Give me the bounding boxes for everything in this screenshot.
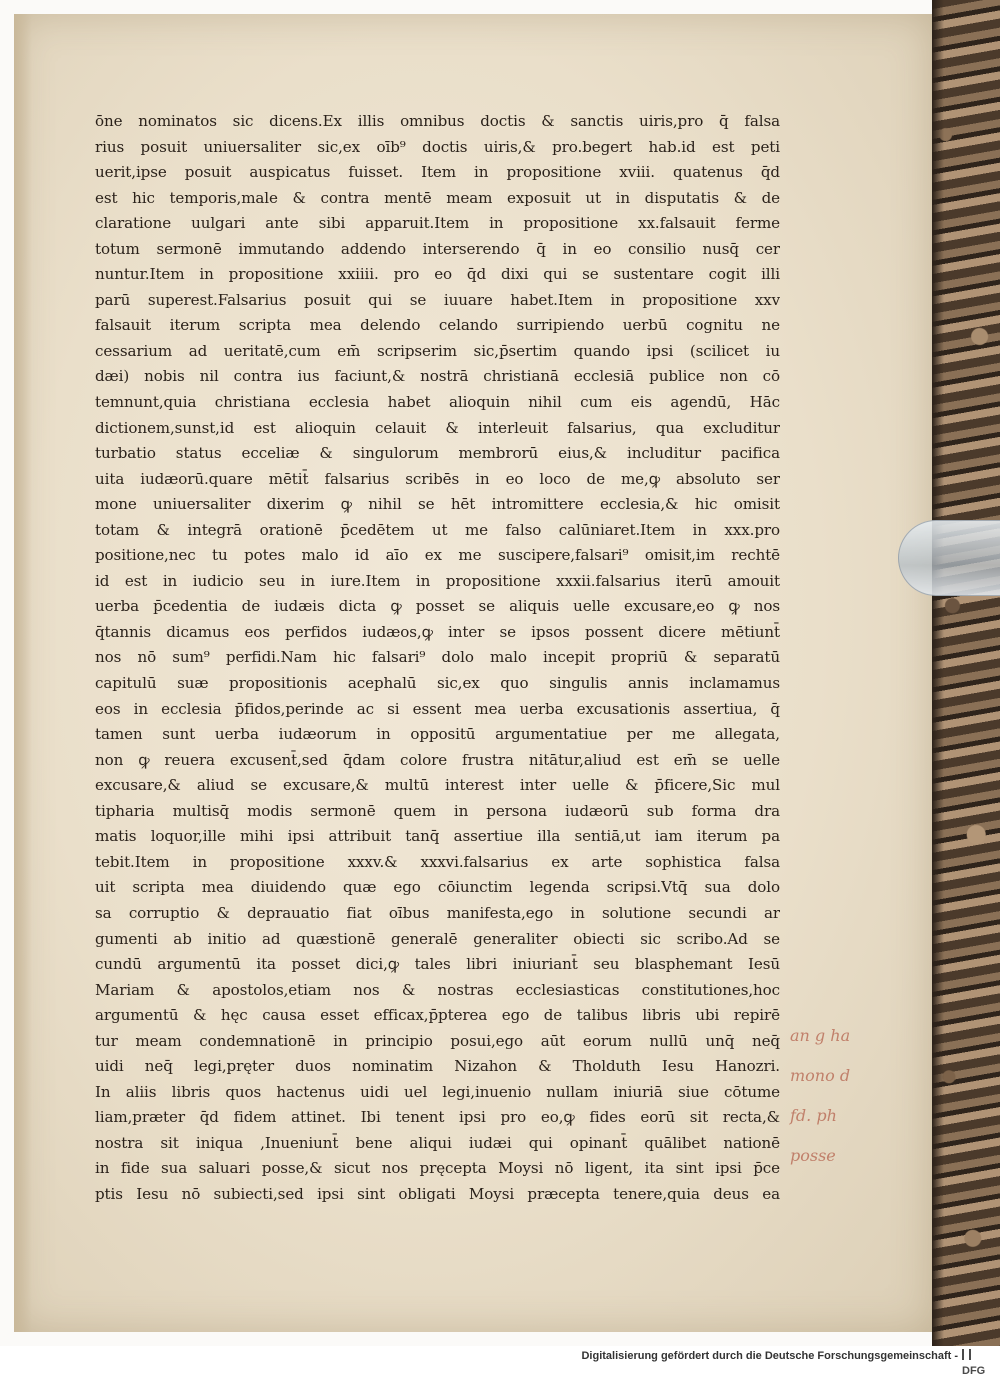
text-line: totum sermonē immutando addendo interserendo q̄ in eo consilio nusq̄ cer: [95, 239, 780, 258]
text-line: argumentū & hęc causa esset efficax,p̄pterea ego de talibus libris ubi repirē: [95, 1006, 780, 1025]
text-line: mone uniuersaliter dixerim ꝙ nihil se hēt intromittere ecclesia,& hic omisit: [95, 495, 780, 514]
text-line: gumenti ab initio ad quæstionē generalē generaliter obiecti sic scribo.Ad se: [95, 929, 780, 948]
dfg-logo-text: DFG: [962, 1365, 986, 1377]
text-line: dæi) nobis nil contra ius faciunt,& nostrā christianā ecclesiā publice non cō: [95, 367, 780, 386]
printed-text-block: [95, 109, 780, 1208]
cover-edge-shadow: [932, 0, 944, 1346]
text-line: eos in ecclesia p̄fidos,perinde ac si essent mea uerba excusationis assertiua, q̄: [95, 699, 780, 718]
text-line: tipharia multisq̄ modis sermonē quem in persona iudæorū sub forma dra: [95, 801, 780, 820]
text-line: nuntur.Item in propositione xxiiii. pro eo q̄d dixi qui se sustentare cogit illi: [95, 265, 780, 284]
text-line: turbatio status ecceliæ & singulorum membrorū eius,& includitur pacifica: [95, 444, 780, 463]
text-line: rius posuit uniuersaliter sic,ex oīb⁹ doctis uiris,& pro.begert hab.id est peti: [95, 137, 780, 156]
text-line: in fide sua saluari posse,& sicut nos pręcepta Moysi nō ligent, ita sint ipsi p̄ce: [95, 1159, 780, 1178]
text-line: sa corruptio & deprauatio fiat oībus manifesta,ego in solutione secundi ar: [95, 903, 780, 922]
marginalia-line: fd. ph: [790, 1106, 837, 1125]
text-line: In aliis libris quos hactenus uidi uel legi,inuenio nullam iniuriā siue cōtume: [95, 1082, 780, 1101]
text-line: excusare,& aliud se excusare,& multū interest inter uelle & p̄ficere,Sic mul: [95, 776, 780, 795]
text-line: temnunt,quia christiana ecclesia habet alioquin nihil cum eis agendū, Hāc: [95, 393, 780, 412]
text-line: cessarium ad ueritatē,cum em̄ scripserim sic,p̄sertim quando ipsi (scilicet iu: [95, 341, 780, 360]
page-gutter-shadow: [14, 14, 32, 1332]
text-line: ptis Iesu nō subiecti,sed ipsi sint obligati Moysi præcepta tenere,quia deus ea: [95, 1184, 780, 1203]
text-line: nos nō sum⁹ perfidi.Nam hic falsari⁹ dolo malo incepit propriū & separatū: [95, 648, 780, 667]
text-line: q̄tannis dicamus eos perfidos iudæos,ꝙ inter se ipsos possent dicere mētiunt̄: [95, 622, 780, 641]
text-line: tur meam condemnationē in principio posui,ego aūt eorum nullū unq̄ neq̄: [95, 1031, 780, 1050]
text-line: non ꝙ reuera excusent̄,sed q̄dam colore frustra nitātur,aliud est em̄ se uelle: [95, 750, 780, 769]
marginalia-line: an g ha: [790, 1026, 851, 1045]
text-line: cundū argumentū ita posset dici,ꝙ tales libri iniuriant̄ seu blasphemant Iesū: [95, 955, 780, 974]
text-line: matis loquor,ille mihi ipsi attribuit tanq̄ assertiue illa sentiā,ut iam iterum pa: [95, 827, 780, 846]
text-line: ōne nominatos sic dicens.Ex illis omnibus doctis & sanctis uiris,pro q̄ falsa: [95, 112, 780, 130]
text-line: uit scripta mea diuidendo quæ ego cōiunctim legenda scripsi.Vtq̄ sua dolo: [95, 878, 780, 897]
text-line: tamen sunt uerba iudæorum in oppositū argumentatiue per me allegata,: [95, 725, 780, 744]
marginalia-line: posse: [790, 1146, 836, 1165]
text-line: uita iudæorū.quare mētit̄ falsarius scribēs in eo loco de me,ꝙ absoluto ser: [95, 469, 780, 488]
marginalia-line: mono d: [790, 1066, 851, 1085]
text-line: falsauit iterum scripta mea delendo celando surripiendo uerbū cognitu ne: [95, 316, 780, 335]
dfg-logo-icon: [962, 1349, 994, 1377]
text-line: nostra sit iniqua ,Inueniunt̄ bene aliqui iudæi qui opinant̄ quālibet nationē: [95, 1133, 780, 1152]
glass-page-clip: [898, 520, 1000, 596]
text-line: liam,præter q̄d fidem attinet. Ibi tenent ipsi pro eo,ꝙ fides eorū sit recta,&: [95, 1108, 780, 1127]
text-line: est hic temporis,male & contra mentē meam exposuit ut in disputatis & de: [95, 188, 780, 207]
footer-bar: [0, 1346, 1000, 1377]
text-line: tebit.Item in propositione xxxv.& xxxvi.falsarius ex arte sophistica falsa: [95, 852, 780, 871]
text-line: parū superest.Falsarius posuit qui se iuuare habet.Item in propositione xxv: [95, 290, 780, 309]
text-line: totam & integrā orationē p̄cedētem ut me falso calūniaret.Item in xxx.pro: [95, 520, 780, 539]
text-line: uidi neq̄ legi,pręter duos nominatim Nizahon & Tholduth Iesu Hanozri.: [95, 1057, 780, 1076]
text-line: uerba p̄cedentia de iudæis dicta ꝙ posset se aliquis uelle excusare,eo ꝙ nos: [95, 597, 780, 616]
text-line: claratione uulgari ante sibi apparuit.Item in propositione xx.falsauit ferme: [95, 214, 780, 233]
text-line: dictionem,sunst,id est alioquin celauit & interleuit falsarius, qua excluditur: [95, 418, 780, 437]
text-line: Mariam & apostolos,etiam nos & nostras ecclesiasticas constitutiones,hoc: [95, 980, 780, 999]
handwritten-marginalia: [790, 1016, 930, 1186]
text-line: uerit,ipse posuit auspicatus fuisset. Item in propositione xviii. quatenus q̄d: [95, 163, 780, 182]
text-line: id est in iudicio seu in iure.Item in propositione xxxii.falsarius iterū amouit: [95, 571, 780, 590]
text-line: capitulū suæ propositionis acephalū sic,ex quo singulis annis inclamamus: [95, 674, 780, 693]
text-line: positione,nec tu potes malo id aīo ex me suscipere,falsari⁹ omisit,im rechtē: [95, 546, 780, 565]
funding-credit: Digitalisierung gefördert durch die Deutsche Forschungsgemeinschaft -: [581, 1350, 958, 1362]
